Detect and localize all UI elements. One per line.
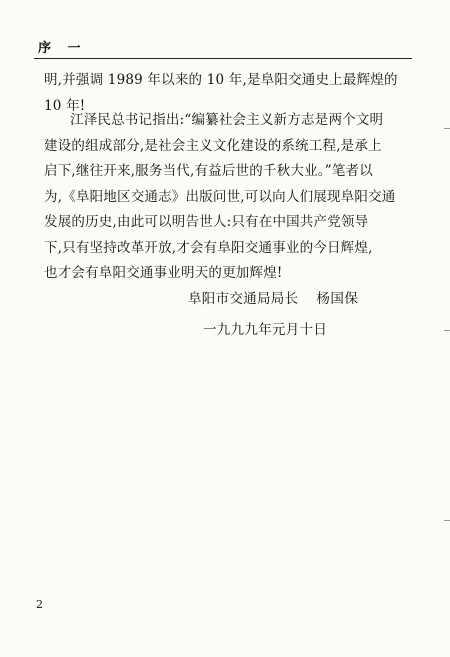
text-line: 也才会有阜阳交通事业明天的更加辉煌! xyxy=(44,265,283,281)
running-header-title: 序 一 xyxy=(38,41,87,56)
text-line: 下,只有坚持改革开放,才会有阜阳交通事业的今日辉煌, xyxy=(44,239,373,256)
text-line: 10 年! xyxy=(44,97,86,114)
signatory-title: 阜阳市交通局局长 xyxy=(188,291,299,307)
text-line: 为,《阜阳地区交通志》出版问世,可以向人们展现阜阳交通 xyxy=(44,188,396,205)
text-line: 江泽民总书记指出:“编纂社会主义新方志是两个文明 xyxy=(70,112,384,128)
signature-date: 一九九九年元月十日 xyxy=(203,322,328,338)
text-line: 明,并强调 1989 年以来的 10 年,是阜阳交通史上最辉煌的 xyxy=(44,72,398,88)
edge-mark xyxy=(444,330,450,331)
paragraph-quote xyxy=(44,108,412,287)
edge-mark xyxy=(444,128,450,129)
signatory-name: 杨国保 xyxy=(316,291,359,307)
signature-line xyxy=(188,287,358,307)
text-line: 启下,继往开来,服务当代,有益后世的千秋大业。”笔者以 xyxy=(44,163,373,179)
text-line: 建设的组成部分,是社会主义文化建设的系统工程,是承上 xyxy=(44,137,382,154)
header-divider xyxy=(34,58,412,59)
text-line: 发展的历史,由此可以明告世人:只有在中国共产党领导 xyxy=(44,214,369,230)
page-number: 2 xyxy=(36,598,43,611)
edge-mark xyxy=(444,520,450,521)
